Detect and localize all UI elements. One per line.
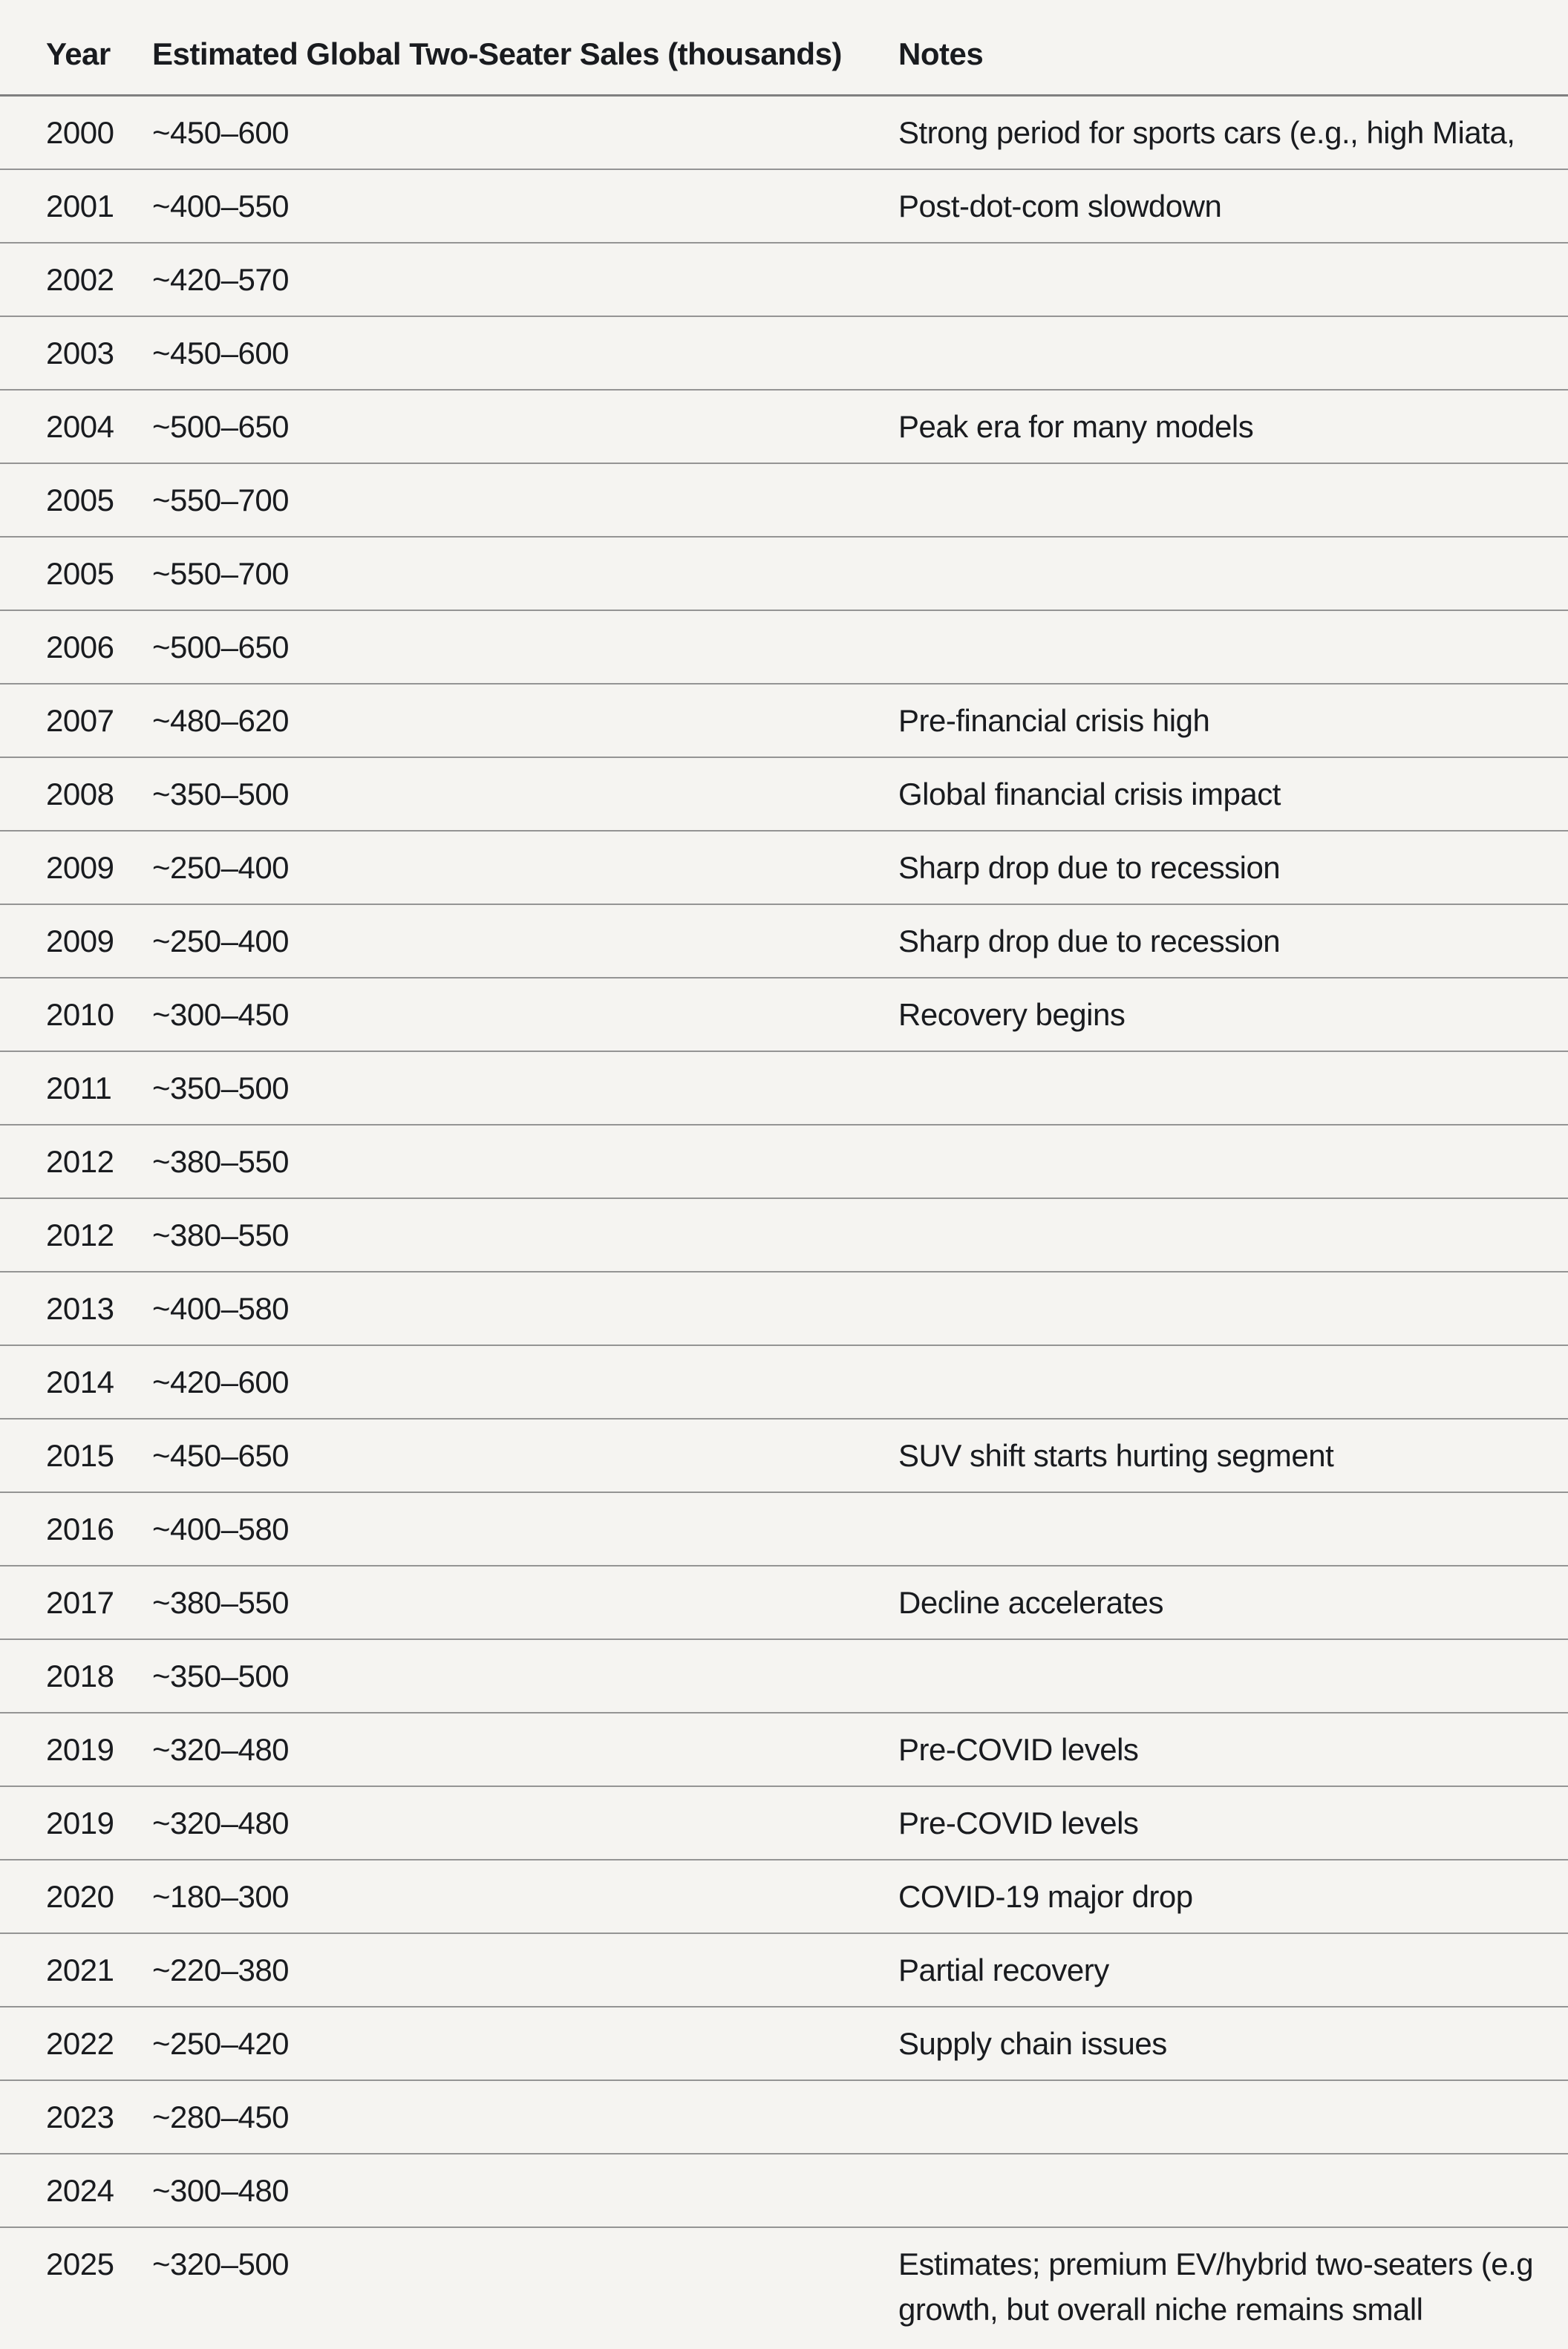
cell-sales: ~280–450 <box>152 2100 290 2134</box>
cell-sales: ~180–300 <box>152 1879 290 1914</box>
cell-note <box>898 1433 1568 1478</box>
note-line: Pre-financial crisis high <box>898 703 1210 738</box>
cell-year: 2009 <box>46 924 114 958</box>
cell-note <box>898 1286 1568 1331</box>
cell-sales: ~450–600 <box>152 115 290 150</box>
table-row <box>0 1346 1568 1419</box>
cell-year: 2009 <box>46 850 114 885</box>
note-line: Estimates; premium EV/hybrid two-seaters (e.g <box>898 2247 1534 2281</box>
cell-year: 2011 <box>46 1071 112 1105</box>
cell-year: 2004 <box>46 409 114 444</box>
cell-sales: ~380–550 <box>152 1218 290 1252</box>
cell-note <box>898 698 1568 743</box>
cell-year: 2015 <box>46 1438 114 1473</box>
table-row <box>0 391 1568 464</box>
cell-sales: ~400–580 <box>152 1291 290 1326</box>
table-row <box>0 170 1568 244</box>
cell-year: 2017 <box>46 1585 114 1620</box>
cell-year: 2002 <box>46 262 114 297</box>
cell-note <box>898 551 1568 596</box>
cell-note <box>898 1727 1568 1772</box>
cell-sales: ~350–500 <box>152 777 290 811</box>
cell-note <box>898 2168 1568 2213</box>
table-row <box>0 1713 1568 1787</box>
cell-sales: ~250–400 <box>152 924 290 958</box>
note-line: Sharp drop due to recession <box>898 924 1281 958</box>
cell-year: 2008 <box>46 777 114 811</box>
cell-note <box>898 918 1568 964</box>
cell-year: 2005 <box>46 556 114 591</box>
note-line: Sharp drop due to recession <box>898 850 1281 885</box>
cell-note <box>898 477 1568 523</box>
cell-note <box>898 771 1568 817</box>
table-row <box>0 1934 1568 2007</box>
cell-note <box>898 404 1568 449</box>
cell-year: 2007 <box>46 703 114 738</box>
cell-sales: ~300–480 <box>152 2173 290 2208</box>
cell-note <box>898 1212 1568 1258</box>
cell-note <box>898 1874 1568 1919</box>
note-line: Pre-COVID levels <box>898 1806 1139 1840</box>
cell-year: 2010 <box>46 997 114 1032</box>
table-header-row <box>0 0 1568 97</box>
cell-note <box>898 845 1568 890</box>
table-row <box>0 2081 1568 2154</box>
table-row <box>0 1640 1568 1713</box>
cell-sales: ~320–480 <box>152 1806 290 1840</box>
note-line: Post-dot-com slowdown <box>898 189 1222 223</box>
table-row <box>0 611 1568 685</box>
table-body <box>0 97 1568 2349</box>
cell-year: 2022 <box>46 2026 114 2061</box>
cell-sales: ~500–650 <box>152 409 290 444</box>
cell-sales: ~350–500 <box>152 1659 290 1693</box>
table-row <box>0 1126 1568 1199</box>
cell-sales: ~350–500 <box>152 1071 290 1105</box>
cell-sales: ~550–700 <box>152 556 290 591</box>
cell-year: 2012 <box>46 1144 114 1179</box>
table-row <box>0 1493 1568 1566</box>
cell-sales: ~400–550 <box>152 189 290 223</box>
table-row <box>0 758 1568 832</box>
cell-note <box>898 330 1568 376</box>
cell-year: 2025 <box>46 2247 114 2281</box>
cell-sales: ~500–650 <box>152 630 290 664</box>
cell-note <box>898 110 1568 155</box>
note-line: Peak era for many models <box>898 409 1254 444</box>
table-row <box>0 1860 1568 1934</box>
cell-year: 2021 <box>46 1953 114 1987</box>
cell-note <box>898 2241 1568 2332</box>
cell-note <box>898 1506 1568 1552</box>
cell-sales: ~380–550 <box>152 1144 290 1179</box>
cell-sales: ~480–620 <box>152 703 290 738</box>
cell-sales: ~250–420 <box>152 2026 290 2061</box>
cell-sales: ~400–580 <box>152 1512 290 1546</box>
cell-sales: ~550–700 <box>152 483 290 517</box>
cell-year: 2001 <box>46 189 114 223</box>
cell-note <box>898 1359 1568 1405</box>
note-line: Recovery begins <box>898 997 1126 1032</box>
cell-sales: ~420–570 <box>152 262 290 297</box>
cell-year: 2005 <box>46 483 114 517</box>
table-row <box>0 1052 1568 1126</box>
table-row <box>0 905 1568 979</box>
cell-note <box>898 992 1568 1037</box>
cell-note <box>898 1065 1568 1111</box>
table-row <box>0 244 1568 317</box>
cell-sales: ~450–600 <box>152 336 290 370</box>
cell-year: 2024 <box>46 2173 114 2208</box>
cell-note <box>898 257 1568 302</box>
column-header-notes: Notes <box>898 36 984 71</box>
note-line: Partial recovery <box>898 1953 1109 1987</box>
table-row <box>0 2154 1568 2228</box>
table-row <box>0 538 1568 611</box>
cell-sales: ~250–400 <box>152 850 290 885</box>
cell-note <box>898 1947 1568 1993</box>
note-line: Global financial crisis impact <box>898 777 1281 811</box>
table-row <box>0 317 1568 391</box>
cell-note <box>898 1800 1568 1846</box>
table-row <box>0 464 1568 538</box>
table-row <box>0 1419 1568 1493</box>
table-row <box>0 979 1568 1052</box>
table-row <box>0 97 1568 170</box>
table-row <box>0 1787 1568 1860</box>
cell-sales: ~450–650 <box>152 1438 290 1473</box>
cell-year: 2018 <box>46 1659 114 1693</box>
cell-note <box>898 1139 1568 1184</box>
cell-year: 2019 <box>46 1732 114 1767</box>
cell-year: 2023 <box>46 2100 114 2134</box>
cell-year: 2003 <box>46 336 114 370</box>
cell-year: 2014 <box>46 1365 114 1399</box>
note-line: Strong period for sports cars (e.g., high Miata, <box>898 115 1515 150</box>
note-line-2: growth, but overall niche remains small <box>898 2292 1423 2327</box>
table-row <box>0 832 1568 905</box>
table-row <box>0 1199 1568 1272</box>
cell-sales: ~300–450 <box>152 997 290 1032</box>
cell-note <box>898 183 1568 229</box>
cell-sales: ~320–480 <box>152 1732 290 1767</box>
table-row <box>0 685 1568 758</box>
cell-sales: ~320–500 <box>152 2247 290 2281</box>
cell-note <box>898 2094 1568 2140</box>
cell-year: 2013 <box>46 1291 114 1326</box>
table-row <box>0 2007 1568 2081</box>
cell-year: 2000 <box>46 115 114 150</box>
column-header-sales: Estimated Global Two-Seater Sales (thousands) <box>152 36 842 71</box>
note-line: Supply chain issues <box>898 2026 1167 2061</box>
table-row <box>0 1272 1568 1346</box>
cell-note <box>898 1580 1568 1625</box>
table-row <box>0 2228 1568 2349</box>
cell-sales: ~220–380 <box>152 1953 290 1987</box>
column-header-year: Year <box>46 36 111 71</box>
cell-sales: ~380–550 <box>152 1585 290 1620</box>
table-row <box>0 1566 1568 1640</box>
cell-sales: ~420–600 <box>152 1365 290 1399</box>
cell-year: 2020 <box>46 1879 114 1914</box>
note-line: COVID-19 major drop <box>898 1879 1193 1914</box>
cell-note <box>898 624 1568 670</box>
cell-year: 2016 <box>46 1512 114 1546</box>
cell-note <box>898 2021 1568 2066</box>
note-line: Pre-COVID levels <box>898 1732 1139 1767</box>
note-line: SUV shift starts hurting segment <box>898 1438 1334 1473</box>
cell-year: 2006 <box>46 630 114 664</box>
cell-note <box>898 1653 1568 1699</box>
cell-year: 2012 <box>46 1218 114 1252</box>
note-line: Decline accelerates <box>898 1585 1164 1620</box>
cell-year: 2019 <box>46 1806 114 1840</box>
